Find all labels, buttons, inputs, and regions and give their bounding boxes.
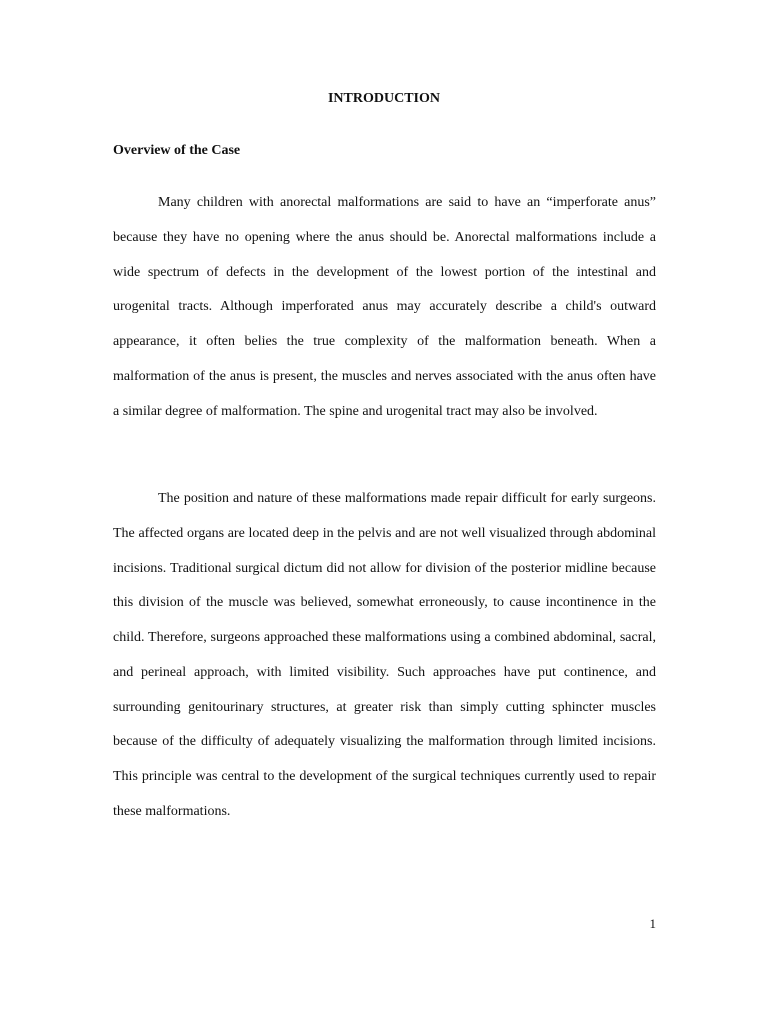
section-heading: Overview of the Case xyxy=(113,143,241,158)
paragraph-1: Many children with anorectal malformations are said to have an “imperforate anus” because they have no opening where the anus should be. Anorectal malformations include a wide spectrum of defects in the development of the lowest portion of the intestinal and urogenital tracts. Although imperforated anus may accurately describe a child's outward appearance, it often belies the true complexity of the malformation beneath. When a malformation of the anus is present, the muscles and nerves associated with the anus often have a similar degree of malformation. The spine and urogenital tract may also be involved. xyxy=(113,195,656,419)
paragraph-2: The position and nature of these malformations made repair difficult for early surgeons. The affected organs are located deep in the pelvis and are not well visualized through abdominal incisions. Traditional surgical dictum did not allow for division of the posterior midline because this division of the muscle was believed, somewhat erroneously, to cause incontinence in the child. Therefore, surgeons approached these malformations using a combined abdominal, sacral, and perineal approach, with limited visibility. Such approaches have put continence, and surrounding genitourinary structures, at greater risk than simply cutting sphincter muscles because of the difficulty of adequately visualizing the malformation through limited incisions. This principle was central to the development of the surgical techniques currently used to repair these malformations. xyxy=(113,491,656,819)
page-title: INTRODUCTION xyxy=(327,91,440,106)
page-number: 1 xyxy=(649,916,656,931)
